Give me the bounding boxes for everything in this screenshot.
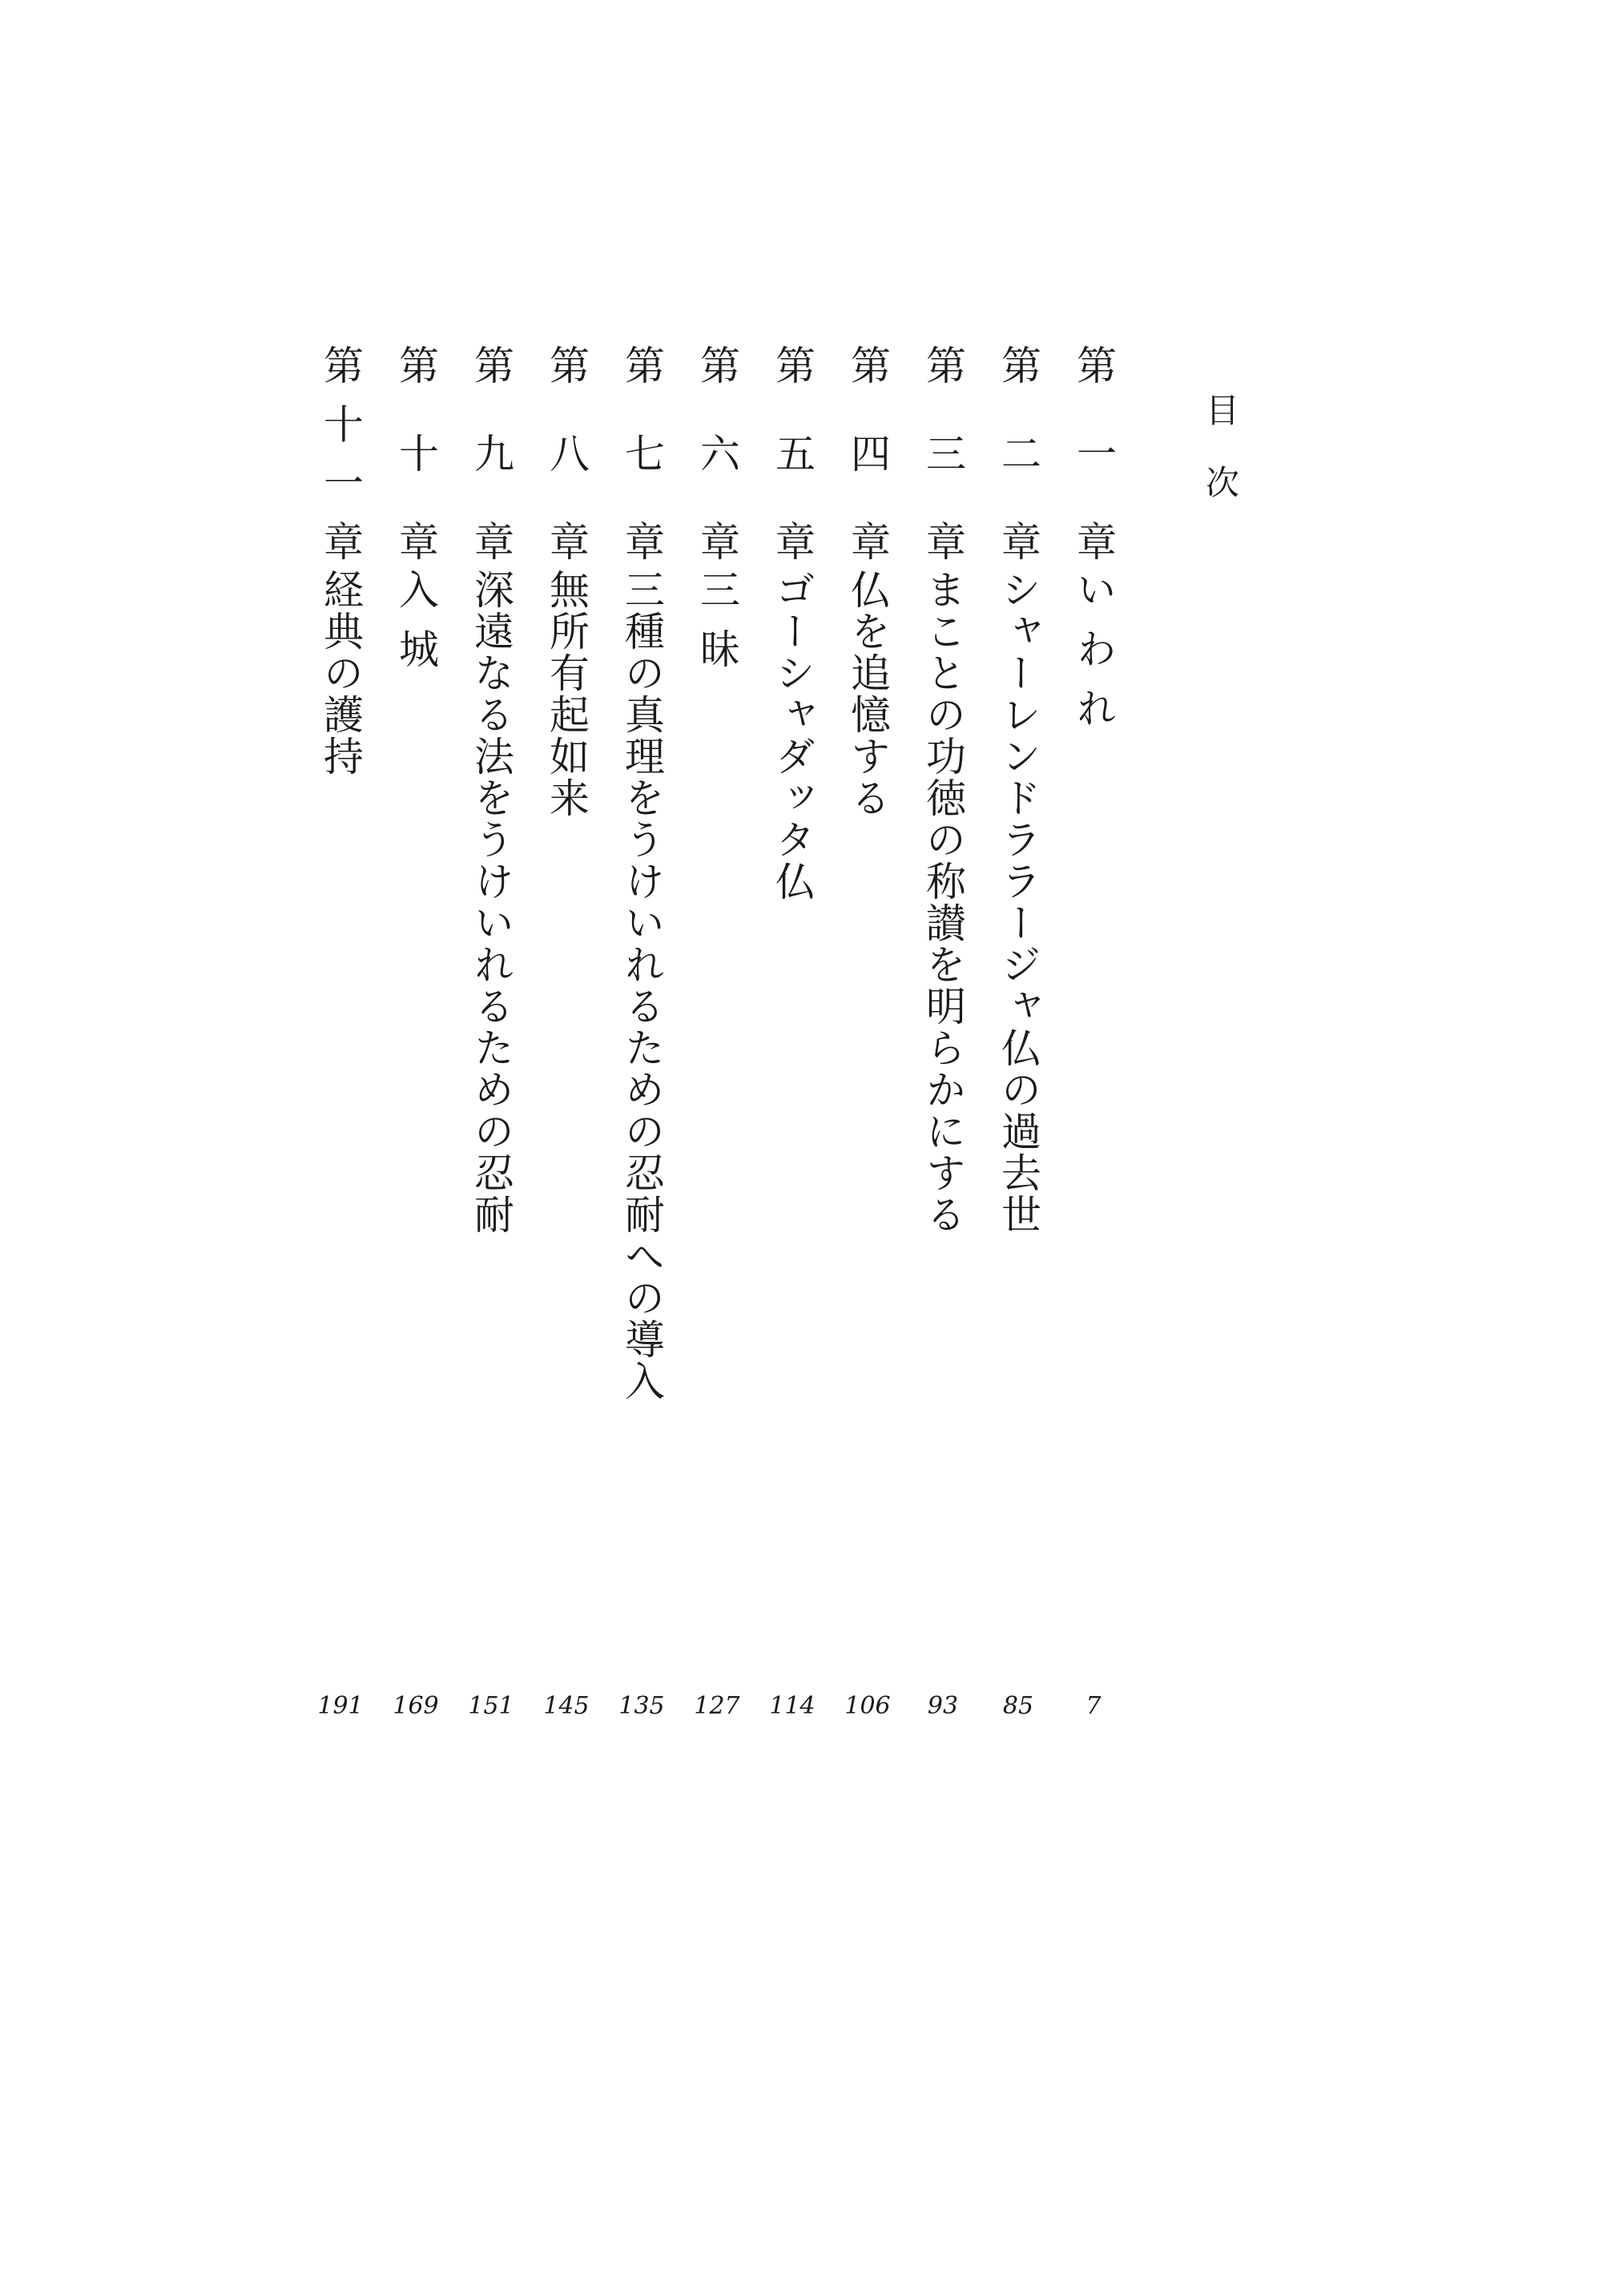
page-number: 114 xyxy=(769,1692,816,1720)
toc-entry-6[interactable] xyxy=(686,344,748,1722)
chapter-title: 入城 xyxy=(393,569,439,687)
chapter-title: 三昧 xyxy=(694,569,740,687)
chapter-number: 第五章 xyxy=(769,344,816,561)
chapter-number: 第二章 xyxy=(995,344,1041,561)
chapter-title: 深遠なる法をうけいれるための忍耐 xyxy=(468,569,514,1235)
page-number: 106 xyxy=(844,1692,891,1720)
chapter-title: シャーレンドララージャ仏の過去世 xyxy=(995,569,1041,1235)
toc-entry-8[interactable] xyxy=(535,344,598,1722)
chapter-title: まことの功徳の称讃を明らかにする xyxy=(920,569,966,1235)
toc-entry-5[interactable] xyxy=(761,344,824,1722)
chapter-number: 第六章 xyxy=(694,344,740,561)
chapter-title: 仏を追憶する xyxy=(844,569,891,819)
chapter-number: 第十章 xyxy=(393,344,439,561)
toc-entry-9[interactable] xyxy=(460,344,522,1722)
page-number: 145 xyxy=(543,1692,590,1720)
toc-entry-3[interactable] xyxy=(912,344,974,1722)
toc-list xyxy=(312,344,1130,1722)
chapter-title: 無所有起如来 xyxy=(543,569,590,819)
chapter-number: 第四章 xyxy=(844,344,891,561)
toc-entry-4[interactable] xyxy=(836,344,899,1722)
page-number: 191 xyxy=(317,1692,364,1720)
chapter-title: ゴーシャダッタ仏 xyxy=(769,569,816,902)
page-number: 93 xyxy=(927,1692,959,1720)
page-number: 135 xyxy=(618,1692,665,1720)
chapter-title: 三種の真理をうけいれるための忍耐への導入 xyxy=(618,569,665,1402)
chapter-title: 経典の護持 xyxy=(317,569,364,777)
chapter-number: 第一章 xyxy=(1070,344,1117,561)
chapter-number: 第三章 xyxy=(920,344,966,561)
chapter-number: 第十一章 xyxy=(317,344,364,561)
toc-entry-7[interactable] xyxy=(610,344,673,1722)
page-number: 169 xyxy=(393,1692,439,1720)
chapter-number: 第八章 xyxy=(543,344,590,561)
page-number: 7 xyxy=(1085,1692,1101,1720)
toc-title: 目次 xyxy=(1201,393,1240,537)
page-number: 127 xyxy=(694,1692,740,1720)
chapter-number: 第七章 xyxy=(618,344,665,561)
page-number: 85 xyxy=(1002,1692,1034,1720)
chapter-number: 第九章 xyxy=(468,344,514,561)
chapter-title: いわれ xyxy=(1070,569,1117,747)
toc-entry-11[interactable] xyxy=(309,344,372,1722)
toc-entry-1[interactable] xyxy=(1062,344,1125,1722)
toc-entry-2[interactable] xyxy=(987,344,1049,1722)
toc-entry-10[interactable] xyxy=(385,344,447,1722)
page-number: 151 xyxy=(468,1692,514,1720)
